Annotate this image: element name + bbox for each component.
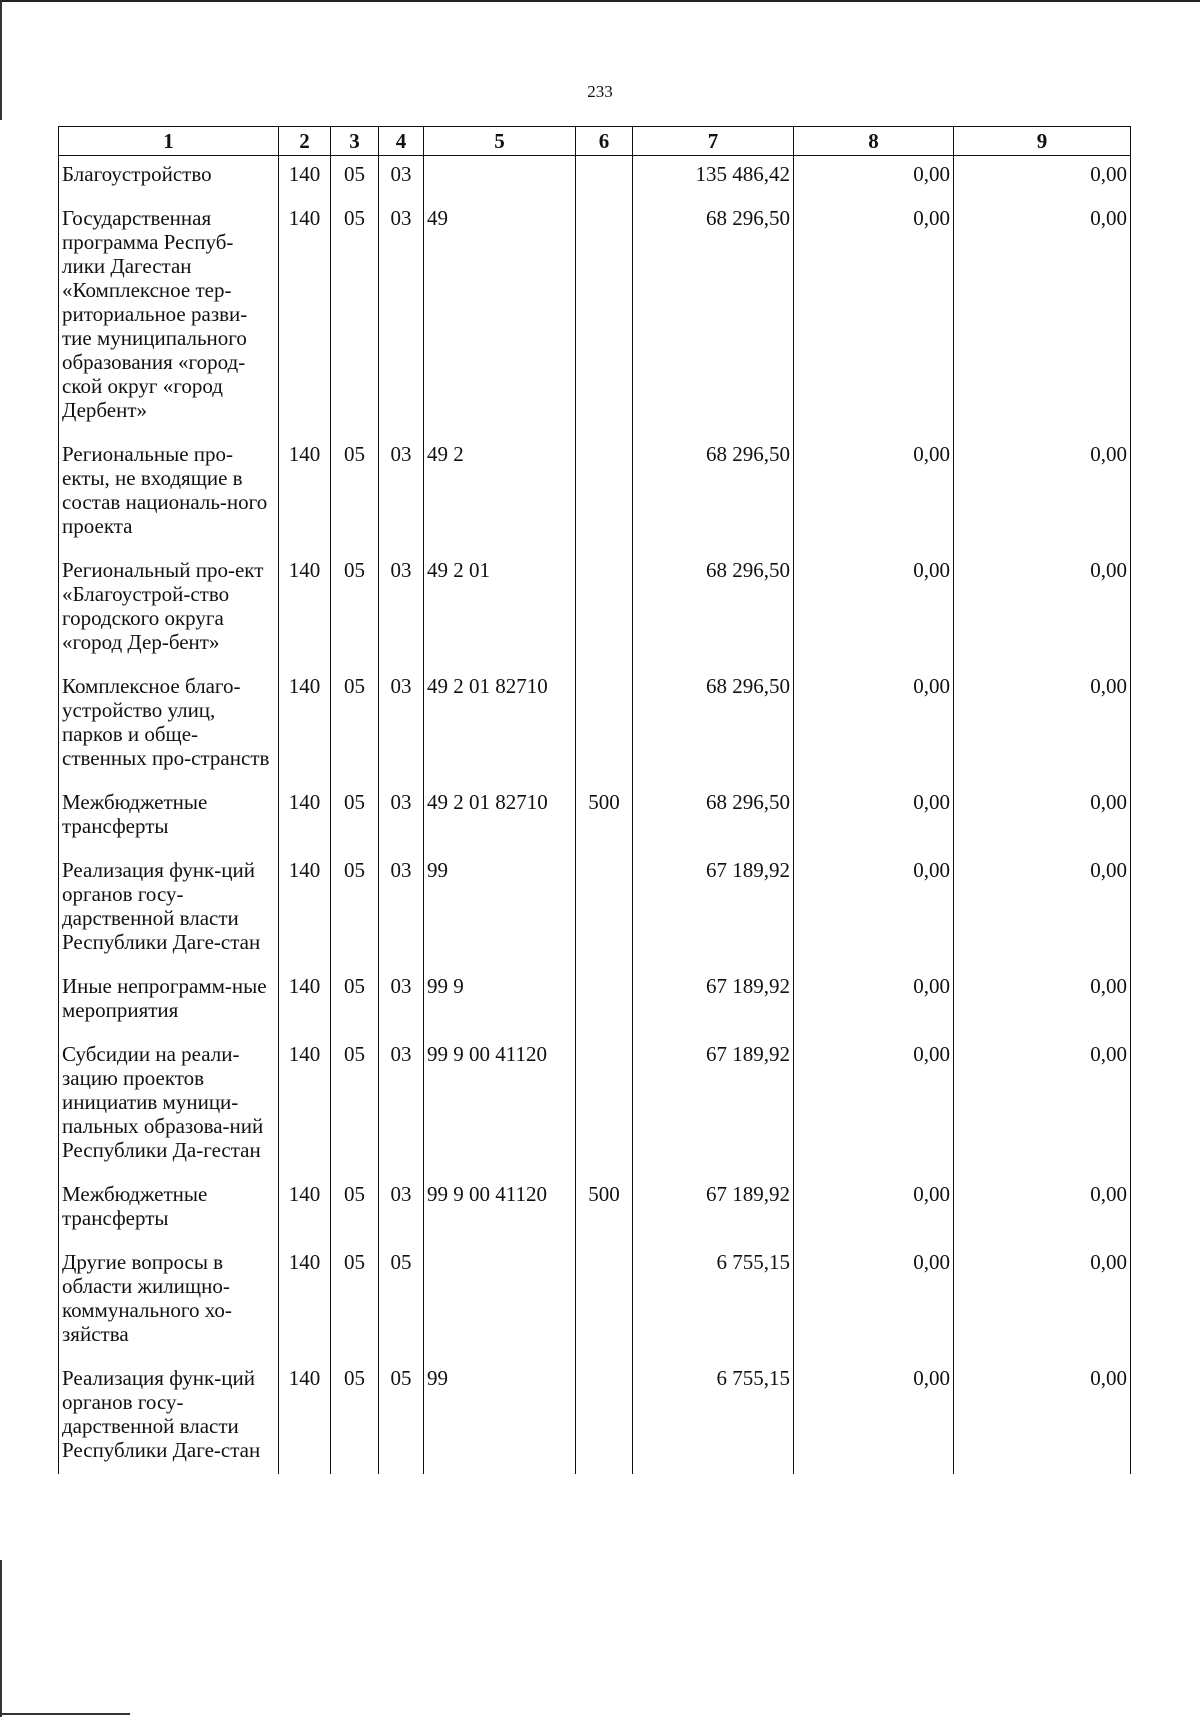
cell-col2: 140 <box>279 436 331 552</box>
cell-col3: 05 <box>331 852 379 968</box>
cell-col9: 0,00 <box>954 200 1131 436</box>
table-row <box>59 200 1131 436</box>
cell-col2: 140 <box>279 968 331 1036</box>
cell-col2: 140 <box>279 156 331 201</box>
cell-col5 <box>424 1244 576 1360</box>
cell-col5: 99 9 00 41120 <box>424 1036 576 1176</box>
cell-col6 <box>576 1244 633 1360</box>
cell-col9: 0,00 <box>954 552 1131 668</box>
page-number: 233 <box>587 82 613 101</box>
cell-col8: 0,00 <box>794 552 954 668</box>
table-row <box>59 784 1131 852</box>
cell-col3: 05 <box>331 436 379 552</box>
table-row <box>59 852 1131 968</box>
cell-col3: 05 <box>331 968 379 1036</box>
cell-col5: 99 <box>424 1360 576 1474</box>
cell-col8: 0,00 <box>794 1176 954 1244</box>
cell-col5: 49 2 01 <box>424 552 576 668</box>
row-name: Иные непрограмм-ные мероприятия <box>59 968 279 1036</box>
cell-col3: 05 <box>331 784 379 852</box>
scan-edge-top <box>0 0 1200 2</box>
cell-col8: 0,00 <box>794 436 954 552</box>
cell-col7: 68 296,50 <box>633 552 794 668</box>
cell-col4: 05 <box>379 1360 424 1474</box>
row-name: Комплексное благо-устройство улиц, парков и обще-ственных про-странств <box>59 668 279 784</box>
table-row <box>59 552 1131 668</box>
cell-col7: 6 755,15 <box>633 1244 794 1360</box>
cell-col8: 0,00 <box>794 156 954 201</box>
cell-col3: 05 <box>331 200 379 436</box>
table-body <box>59 156 1131 1475</box>
cell-col6 <box>576 668 633 784</box>
cell-col4: 03 <box>379 156 424 201</box>
cell-col6 <box>576 968 633 1036</box>
cell-col2: 140 <box>279 1176 331 1244</box>
column-header: 1 <box>59 127 279 156</box>
cell-col3: 05 <box>331 668 379 784</box>
cell-col2: 140 <box>279 784 331 852</box>
cell-col7: 68 296,50 <box>633 436 794 552</box>
cell-col9: 0,00 <box>954 1036 1131 1176</box>
cell-col7: 67 189,92 <box>633 1036 794 1176</box>
cell-col2: 140 <box>279 1360 331 1474</box>
cell-col5: 49 2 01 82710 <box>424 784 576 852</box>
cell-col2: 140 <box>279 200 331 436</box>
cell-col8: 0,00 <box>794 1360 954 1474</box>
cell-col6 <box>576 156 633 201</box>
cell-col6 <box>576 1036 633 1176</box>
table-row <box>59 1360 1131 1474</box>
cell-col2: 140 <box>279 852 331 968</box>
cell-col4: 03 <box>379 668 424 784</box>
cell-col4: 03 <box>379 552 424 668</box>
cell-col9: 0,00 <box>954 156 1131 201</box>
column-header: 7 <box>633 127 794 156</box>
row-name: Реализация функ-ций органов госу-дарственной власти Республики Даге-стан <box>59 852 279 968</box>
table-row <box>59 668 1131 784</box>
cell-col3: 05 <box>331 1360 379 1474</box>
table-row <box>59 436 1131 552</box>
cell-col4: 03 <box>379 852 424 968</box>
cell-col5: 99 9 <box>424 968 576 1036</box>
scan-edge-bottom <box>0 1713 130 1715</box>
column-header: 4 <box>379 127 424 156</box>
cell-col9: 0,00 <box>954 784 1131 852</box>
column-header: 3 <box>331 127 379 156</box>
table-row <box>59 1244 1131 1360</box>
cell-col8: 0,00 <box>794 968 954 1036</box>
row-name: Межбюджетные трансферты <box>59 784 279 852</box>
cell-col5: 99 9 00 41120 <box>424 1176 576 1244</box>
cell-col2: 140 <box>279 1036 331 1176</box>
cell-col5: 99 <box>424 852 576 968</box>
cell-col3: 05 <box>331 552 379 668</box>
cell-col8: 0,00 <box>794 668 954 784</box>
column-header: 6 <box>576 127 633 156</box>
cell-col8: 0,00 <box>794 784 954 852</box>
table-row <box>59 968 1131 1036</box>
cell-col9: 0,00 <box>954 1360 1131 1474</box>
cell-col4: 03 <box>379 1036 424 1176</box>
row-name: Государственная программа Респуб-лики Дагестан «Комплексное тер-риториальное разви-тие муниципального образования «город-ской округ «город Дербент» <box>59 200 279 436</box>
table-row <box>59 1176 1131 1244</box>
row-name: Региональные про-екты, не входящие в состав националь-ного проекта <box>59 436 279 552</box>
cell-col9: 0,00 <box>954 968 1131 1036</box>
cell-col4: 03 <box>379 1176 424 1244</box>
cell-col4: 03 <box>379 968 424 1036</box>
row-name: Субсидии на реали-зацию проектов инициатив муници-пальных образова-ний Республики Да-гестан <box>59 1036 279 1176</box>
cell-col2: 140 <box>279 552 331 668</box>
cell-col6 <box>576 852 633 968</box>
cell-col7: 68 296,50 <box>633 784 794 852</box>
cell-col7: 6 755,15 <box>633 1360 794 1474</box>
cell-col4: 03 <box>379 784 424 852</box>
cell-col4: 03 <box>379 200 424 436</box>
cell-col7: 135 486,42 <box>633 156 794 201</box>
cell-col8: 0,00 <box>794 1036 954 1176</box>
budget-table <box>58 126 1131 1474</box>
cell-col6 <box>576 436 633 552</box>
row-name: Другие вопросы в области жилищно-коммунального хо-зяйства <box>59 1244 279 1360</box>
cell-col3: 05 <box>331 1036 379 1176</box>
cell-col6 <box>576 552 633 668</box>
cell-col9: 0,00 <box>954 852 1131 968</box>
cell-col3: 05 <box>331 1176 379 1244</box>
cell-col4: 05 <box>379 1244 424 1360</box>
cell-col8: 0,00 <box>794 852 954 968</box>
cell-col9: 0,00 <box>954 1176 1131 1244</box>
table-row <box>59 156 1131 201</box>
cell-col5: 49 <box>424 200 576 436</box>
cell-col8: 0,00 <box>794 1244 954 1360</box>
table-header-row <box>59 127 1131 156</box>
cell-col6: 500 <box>576 1176 633 1244</box>
cell-col7: 68 296,50 <box>633 668 794 784</box>
cell-col5: 49 2 <box>424 436 576 552</box>
scan-edge-left <box>0 0 2 120</box>
column-header: 9 <box>954 127 1131 156</box>
row-name: Реализация функ-ций органов госу-дарственной власти Республики Даге-стан <box>59 1360 279 1474</box>
cell-col6 <box>576 1360 633 1474</box>
cell-col6 <box>576 200 633 436</box>
cell-col9: 0,00 <box>954 436 1131 552</box>
cell-col7: 67 189,92 <box>633 968 794 1036</box>
scan-edge-left-bottom <box>0 1560 2 1717</box>
cell-col2: 140 <box>279 1244 331 1360</box>
cell-col8: 0,00 <box>794 200 954 436</box>
cell-col5 <box>424 156 576 201</box>
cell-col5: 49 2 01 82710 <box>424 668 576 784</box>
cell-col9: 0,00 <box>954 668 1131 784</box>
cell-col3: 05 <box>331 1244 379 1360</box>
cell-col9: 0,00 <box>954 1244 1131 1360</box>
cell-col7: 67 189,92 <box>633 1176 794 1244</box>
column-header: 8 <box>794 127 954 156</box>
row-name: Региональный про-ект «Благоустрой-ство городского округа «город Дер-бент» <box>59 552 279 668</box>
cell-col2: 140 <box>279 668 331 784</box>
row-name: Благоустройство <box>59 156 279 201</box>
cell-col7: 68 296,50 <box>633 200 794 436</box>
cell-col7: 67 189,92 <box>633 852 794 968</box>
cell-col4: 03 <box>379 436 424 552</box>
row-name: Межбюджетные трансферты <box>59 1176 279 1244</box>
table-row <box>59 1036 1131 1176</box>
cell-col6: 500 <box>576 784 633 852</box>
column-header: 2 <box>279 127 331 156</box>
cell-col3: 05 <box>331 156 379 201</box>
column-header: 5 <box>424 127 576 156</box>
